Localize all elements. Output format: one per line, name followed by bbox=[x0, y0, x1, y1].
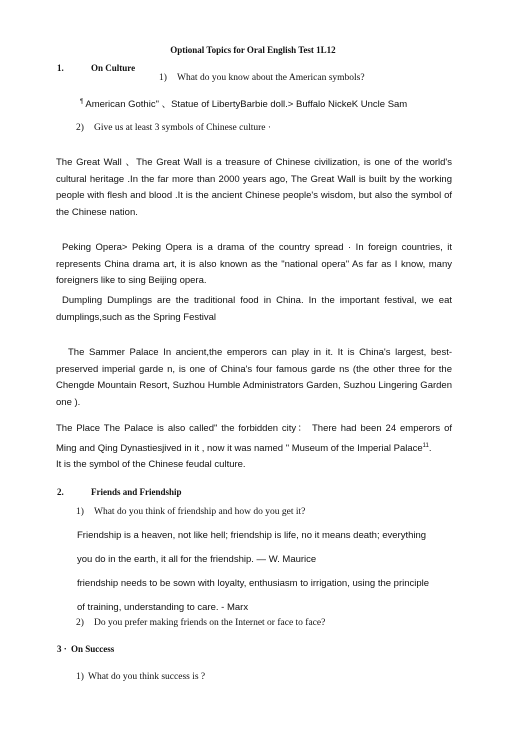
section-number: 1. bbox=[57, 63, 64, 73]
paragraph-mark: ¶ bbox=[80, 98, 84, 105]
friendship-quotes bbox=[77, 526, 457, 618]
question-text: What do you think of friendship and how do you get it? bbox=[94, 507, 306, 517]
paragraph-summer-palace: The Sammer Palace In ancient,the emperors can play in it. It is China's largest, best-preserved imperial garde n, is one of China's four famous garde ns (the other three for the Chengde Mountain Resort, Suzhou Humble Administrators Garden, Suzhou Lingering Garden one ). bbox=[56, 347, 452, 408]
section-title: On Culture bbox=[91, 63, 136, 73]
section-title: On Success bbox=[71, 644, 115, 654]
palace-text: The Place The Palace is also called" the forbidden city： There had been 24 emperors of Ming and Qing Dynastiesjived in it , now it was named " Museum of the Imperial Palace bbox=[56, 423, 452, 454]
paragraph-great-wall: The Great Wall 、The Great Wall is a treasure of Chinese civilization, is one of the world's cultural heritage .In the far more than 2000 years ago, The Great Wall is built by the working people with flesh and blood .It is the ancient Chinese people's wisdom, but also the symbol of the Chinese nation. bbox=[56, 157, 452, 218]
quote-line: you do in the earth, it all for the friendship. — W. Maurice bbox=[77, 554, 317, 565]
symbols-text: American Gothic" 、Statue of LibertyBarbie doll.> Buffalo NickeK Uncle Sam bbox=[85, 99, 408, 110]
palace-symbol-text: It is the symbol of the Chinese feudal culture. bbox=[56, 459, 246, 471]
paragraph-palace bbox=[56, 421, 452, 474]
question-number: 1) bbox=[76, 672, 84, 682]
american-symbols-line bbox=[80, 96, 407, 110]
question-success-1 bbox=[76, 672, 205, 682]
section-heading-friendship bbox=[57, 487, 182, 497]
section-heading-success bbox=[57, 644, 114, 654]
question-text: Give us at least 3 symbols of Chinese culture · bbox=[94, 123, 272, 133]
question-culture-2 bbox=[76, 123, 271, 133]
question-text: What do you think success is ? bbox=[88, 672, 206, 682]
paragraph-peking-opera: Peking Opera> Peking Opera is a drama of the country spread · In foreign countries, it represents China drama art, it is also known as the "national opera" As far as I know, many foreigners like to sing Beijing opera. bbox=[56, 242, 452, 286]
paragraph-dumpling: Dumpling Dumplings are the traditional food in China. In the important festival, we eat dumplings,such as the Spring Festival bbox=[56, 295, 452, 323]
quote-line: Friendship is a heaven, not like hell; friendship is life, no it means death; everything bbox=[77, 530, 427, 541]
question-number: 2) bbox=[76, 123, 84, 133]
question-friendship-1 bbox=[76, 507, 305, 517]
section-heading-culture bbox=[57, 63, 135, 73]
question-culture-1 bbox=[159, 73, 365, 83]
question-number: 1) bbox=[159, 73, 167, 83]
palace-tail: . bbox=[428, 442, 432, 454]
footnote-mark: 11 bbox=[422, 442, 429, 449]
section-number: 2. bbox=[57, 487, 64, 497]
quote-line: of training, understanding to care. - Marx bbox=[77, 602, 249, 613]
question-text: What do you know about the American symbols? bbox=[177, 73, 365, 83]
quote-line: friendship needs to be sown with loyalty, enthusiasm to irrigation, using the principle bbox=[77, 578, 430, 589]
section-number: 3 · bbox=[57, 644, 67, 654]
question-friendship-2 bbox=[76, 618, 325, 628]
question-number: 2) bbox=[76, 618, 84, 628]
section-title: Friends and Friendship bbox=[91, 487, 182, 497]
doc-title: Optional Topics for Oral English Test 1L12 bbox=[170, 45, 336, 55]
question-text: Do you prefer making friends on the Internet or face to face? bbox=[94, 618, 326, 628]
question-number: 1) bbox=[76, 507, 84, 517]
